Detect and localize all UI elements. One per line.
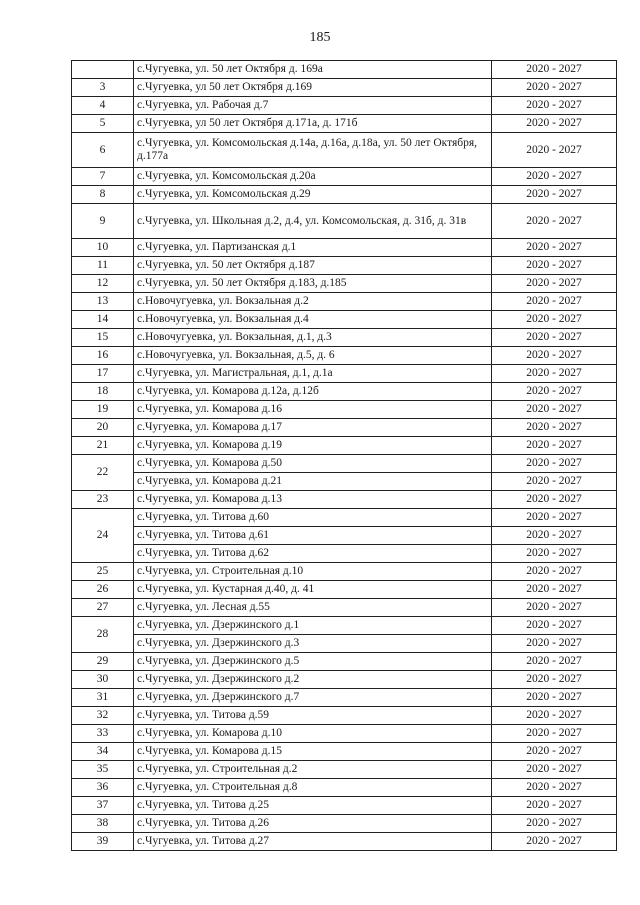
period-cell: 2020 - 2027 bbox=[492, 311, 617, 329]
address-cell: с.Чугуевка, ул. Титова д.61 bbox=[134, 527, 492, 545]
address-cell: с.Чугуевка, ул. Комсомольская д.29 bbox=[134, 186, 492, 204]
address-cell: с.Чугуевка, ул. Титова д.27 bbox=[134, 833, 492, 851]
row-number-cell: 34 bbox=[72, 743, 134, 761]
period-cell: 2020 - 2027 bbox=[492, 133, 617, 168]
row-number-cell: 35 bbox=[72, 761, 134, 779]
row-number-cell: 14 bbox=[72, 311, 134, 329]
table-row bbox=[72, 383, 617, 401]
table-row bbox=[72, 509, 617, 527]
table-row bbox=[72, 401, 617, 419]
address-cell: с.Чугуевка, ул. Строительная д.2 bbox=[134, 761, 492, 779]
address-cell: с.Чугуевка, ул. Кустарная д.40, д. 41 bbox=[134, 581, 492, 599]
table-row bbox=[72, 527, 617, 545]
period-cell: 2020 - 2027 bbox=[492, 509, 617, 527]
period-cell: 2020 - 2027 bbox=[492, 419, 617, 437]
row-number-cell: 30 bbox=[72, 671, 134, 689]
period-cell: 2020 - 2027 bbox=[492, 815, 617, 833]
table-row bbox=[72, 239, 617, 257]
address-cell: с.Чугуевка, ул. Дзержинского д.2 bbox=[134, 671, 492, 689]
period-cell: 2020 - 2027 bbox=[492, 653, 617, 671]
table-row bbox=[72, 437, 617, 455]
period-cell: 2020 - 2027 bbox=[492, 329, 617, 347]
row-number-cell: 4 bbox=[72, 97, 134, 115]
period-cell: 2020 - 2027 bbox=[492, 707, 617, 725]
address-cell: с.Чугуевка, ул. Комарова д.12а, д.12б bbox=[134, 383, 492, 401]
address-cell: с.Чугуевка, ул. Школьная д.2, д.4, ул. Комсомольская, д. 31б, д. 31в bbox=[134, 204, 492, 239]
address-cell: с.Чугуевка, ул. Комсомольская д.14а, д.16а, д.18а, ул. 50 лет Октября, д.177а bbox=[134, 133, 492, 168]
page-number: 185 bbox=[309, 30, 331, 45]
table-row bbox=[72, 725, 617, 743]
address-cell: с.Чугуевка, ул. Титова д.59 bbox=[134, 707, 492, 725]
period-cell: 2020 - 2027 bbox=[492, 347, 617, 365]
address-cell: с.Чугуевка, ул. 50 лет Октября д.187 bbox=[134, 257, 492, 275]
row-number-cell: 7 bbox=[72, 168, 134, 186]
address-cell: с.Чугуевка, ул. 50 лет Октября д. 169а bbox=[134, 61, 492, 79]
row-number-cell: 37 bbox=[72, 797, 134, 815]
period-cell: 2020 - 2027 bbox=[492, 293, 617, 311]
address-cell: с.Чугуевка, ул. Лесная д.55 bbox=[134, 599, 492, 617]
table-row bbox=[72, 563, 617, 581]
row-number-cell: 13 bbox=[72, 293, 134, 311]
period-cell: 2020 - 2027 bbox=[492, 581, 617, 599]
table-row bbox=[72, 707, 617, 725]
address-cell: с.Чугуевка, ул. Комарова д.17 bbox=[134, 419, 492, 437]
table-row bbox=[72, 473, 617, 491]
table-row bbox=[72, 133, 617, 168]
row-number-cell: 36 bbox=[72, 779, 134, 797]
row-number-cell: 3 bbox=[72, 79, 134, 97]
address-cell: с.Чугуевка, ул. Комарова д.16 bbox=[134, 401, 492, 419]
period-cell: 2020 - 2027 bbox=[492, 204, 617, 239]
table-row bbox=[72, 365, 617, 383]
address-cell: с.Чугуевка, ул. Комарова д.21 bbox=[134, 473, 492, 491]
row-number-cell: 21 bbox=[72, 437, 134, 455]
period-cell: 2020 - 2027 bbox=[492, 599, 617, 617]
row-number-cell: 27 bbox=[72, 599, 134, 617]
table-row bbox=[72, 797, 617, 815]
address-cell: с.Чугуевка, ул. Дзержинского д.7 bbox=[134, 689, 492, 707]
table-row bbox=[72, 61, 617, 79]
period-cell: 2020 - 2027 bbox=[492, 761, 617, 779]
table-row bbox=[72, 168, 617, 186]
table-row bbox=[72, 581, 617, 599]
table-row bbox=[72, 761, 617, 779]
row-number-cell: 31 bbox=[72, 689, 134, 707]
row-number-cell: 38 bbox=[72, 815, 134, 833]
row-number-cell: 8 bbox=[72, 186, 134, 204]
address-cell: с.Чугуевка, ул. Комсомольская д.20а bbox=[134, 168, 492, 186]
address-cell: с.Новочугуевка, ул. Вокзальная д.4 bbox=[134, 311, 492, 329]
period-cell: 2020 - 2027 bbox=[492, 168, 617, 186]
row-number-cell: 32 bbox=[72, 707, 134, 725]
address-cell: с.Чугуевка, ул. Комарова д.19 bbox=[134, 437, 492, 455]
period-cell: 2020 - 2027 bbox=[492, 635, 617, 653]
row-number-cell bbox=[72, 61, 134, 79]
address-cell: с.Чугуевка, ул. Рабочая д.7 bbox=[134, 97, 492, 115]
period-cell: 2020 - 2027 bbox=[492, 671, 617, 689]
table-row bbox=[72, 311, 617, 329]
period-cell: 2020 - 2027 bbox=[492, 186, 617, 204]
table-row bbox=[72, 329, 617, 347]
period-cell: 2020 - 2027 bbox=[492, 563, 617, 581]
address-cell: с.Новочугуевка, ул. Вокзальная, д.5, д. 6 bbox=[134, 347, 492, 365]
address-cell: с.Чугуевка, ул. Магистральная, д.1, д.1а bbox=[134, 365, 492, 383]
period-cell: 2020 - 2027 bbox=[492, 743, 617, 761]
table-row bbox=[72, 79, 617, 97]
address-cell: с.Чугуевка, ул 50 лет Октября д.169 bbox=[134, 79, 492, 97]
period-cell: 2020 - 2027 bbox=[492, 365, 617, 383]
table-row bbox=[72, 815, 617, 833]
row-number-cell: 15 bbox=[72, 329, 134, 347]
row-number-cell: 39 bbox=[72, 833, 134, 851]
row-number-cell: 26 bbox=[72, 581, 134, 599]
address-cell: с.Чугуевка, ул. Титова д.60 bbox=[134, 509, 492, 527]
table-row bbox=[72, 186, 617, 204]
period-cell: 2020 - 2027 bbox=[492, 61, 617, 79]
row-number-cell: 16 bbox=[72, 347, 134, 365]
row-number-cell: 12 bbox=[72, 275, 134, 293]
row-number-cell: 23 bbox=[72, 491, 134, 509]
period-cell: 2020 - 2027 bbox=[492, 689, 617, 707]
row-number-cell: 24 bbox=[72, 509, 134, 563]
period-cell: 2020 - 2027 bbox=[492, 79, 617, 97]
table-row bbox=[72, 419, 617, 437]
address-table bbox=[71, 60, 617, 851]
address-cell: с.Чугуевка, ул. Партизанская д.1 bbox=[134, 239, 492, 257]
row-number-cell: 28 bbox=[72, 617, 134, 653]
period-cell: 2020 - 2027 bbox=[492, 383, 617, 401]
address-cell: с.Новочугуевка, ул. Вокзальная, д.1, д.3 bbox=[134, 329, 492, 347]
address-cell: с.Чугуевка, ул. Строительная д.8 bbox=[134, 779, 492, 797]
period-cell: 2020 - 2027 bbox=[492, 275, 617, 293]
table-row bbox=[72, 204, 617, 239]
table-row bbox=[72, 617, 617, 635]
period-cell: 2020 - 2027 bbox=[492, 97, 617, 115]
table-row bbox=[72, 115, 617, 133]
address-cell: с.Чугуевка, ул. 50 лет Октября д.183, д.185 bbox=[134, 275, 492, 293]
period-cell: 2020 - 2027 bbox=[492, 455, 617, 473]
address-cell: с.Чугуевка, ул. Строительная д.10 bbox=[134, 563, 492, 581]
address-cell: с.Чугуевка, ул. Дзержинского д.3 bbox=[134, 635, 492, 653]
table-row bbox=[72, 275, 617, 293]
table-row bbox=[72, 635, 617, 653]
row-number-cell: 5 bbox=[72, 115, 134, 133]
period-cell: 2020 - 2027 bbox=[492, 239, 617, 257]
period-cell: 2020 - 2027 bbox=[492, 779, 617, 797]
address-cell: с.Чугуевка, ул. Комарова д.10 bbox=[134, 725, 492, 743]
table-row bbox=[72, 491, 617, 509]
table-row bbox=[72, 455, 617, 473]
address-cell: с.Чугуевка, ул. Комарова д.15 bbox=[134, 743, 492, 761]
table-row bbox=[72, 689, 617, 707]
address-cell: с.Чугуевка, ул. Комарова д.50 bbox=[134, 455, 492, 473]
table-row bbox=[72, 743, 617, 761]
table-row bbox=[72, 599, 617, 617]
row-number-cell: 33 bbox=[72, 725, 134, 743]
row-number-cell: 29 bbox=[72, 653, 134, 671]
table-row bbox=[72, 671, 617, 689]
table-row bbox=[72, 833, 617, 851]
row-number-cell: 25 bbox=[72, 563, 134, 581]
row-number-cell: 11 bbox=[72, 257, 134, 275]
row-number-cell: 6 bbox=[72, 133, 134, 168]
address-cell: с.Чугуевка, ул. Титова д.26 bbox=[134, 815, 492, 833]
row-number-cell: 10 bbox=[72, 239, 134, 257]
period-cell: 2020 - 2027 bbox=[492, 617, 617, 635]
address-cell: с.Чугуевка, ул. Дзержинского д.5 bbox=[134, 653, 492, 671]
table-row bbox=[72, 347, 617, 365]
table-row bbox=[72, 257, 617, 275]
table-row bbox=[72, 779, 617, 797]
period-cell: 2020 - 2027 bbox=[492, 257, 617, 275]
row-number-cell: 20 bbox=[72, 419, 134, 437]
period-cell: 2020 - 2027 bbox=[492, 401, 617, 419]
address-cell: с.Чугуевка, ул. Комарова д.13 bbox=[134, 491, 492, 509]
period-cell: 2020 - 2027 bbox=[492, 115, 617, 133]
period-cell: 2020 - 2027 bbox=[492, 833, 617, 851]
table-row bbox=[72, 97, 617, 115]
period-cell: 2020 - 2027 bbox=[492, 797, 617, 815]
period-cell: 2020 - 2027 bbox=[492, 527, 617, 545]
row-number-cell: 18 bbox=[72, 383, 134, 401]
period-cell: 2020 - 2027 bbox=[492, 725, 617, 743]
table-row bbox=[72, 293, 617, 311]
row-number-cell: 22 bbox=[72, 455, 134, 491]
table-row bbox=[72, 653, 617, 671]
row-number-cell: 17 bbox=[72, 365, 134, 383]
period-cell: 2020 - 2027 bbox=[492, 491, 617, 509]
table-row bbox=[72, 545, 617, 563]
row-number-cell: 19 bbox=[72, 401, 134, 419]
address-cell: с.Чугуевка, ул. Титова д.62 bbox=[134, 545, 492, 563]
period-cell: 2020 - 2027 bbox=[492, 437, 617, 455]
address-cell: с.Чугуевка, ул. Титова д.25 bbox=[134, 797, 492, 815]
address-cell: с.Чугуевка, ул. Дзержинского д.1 bbox=[134, 617, 492, 635]
period-cell: 2020 - 2027 bbox=[492, 545, 617, 563]
address-cell: с.Новочугуевка, ул. Вокзальная д.2 bbox=[134, 293, 492, 311]
address-cell: с.Чугуевка, ул 50 лет Октября д.171а, д. 171б bbox=[134, 115, 492, 133]
period-cell: 2020 - 2027 bbox=[492, 473, 617, 491]
table-body bbox=[72, 61, 617, 851]
row-number-cell: 9 bbox=[72, 204, 134, 239]
